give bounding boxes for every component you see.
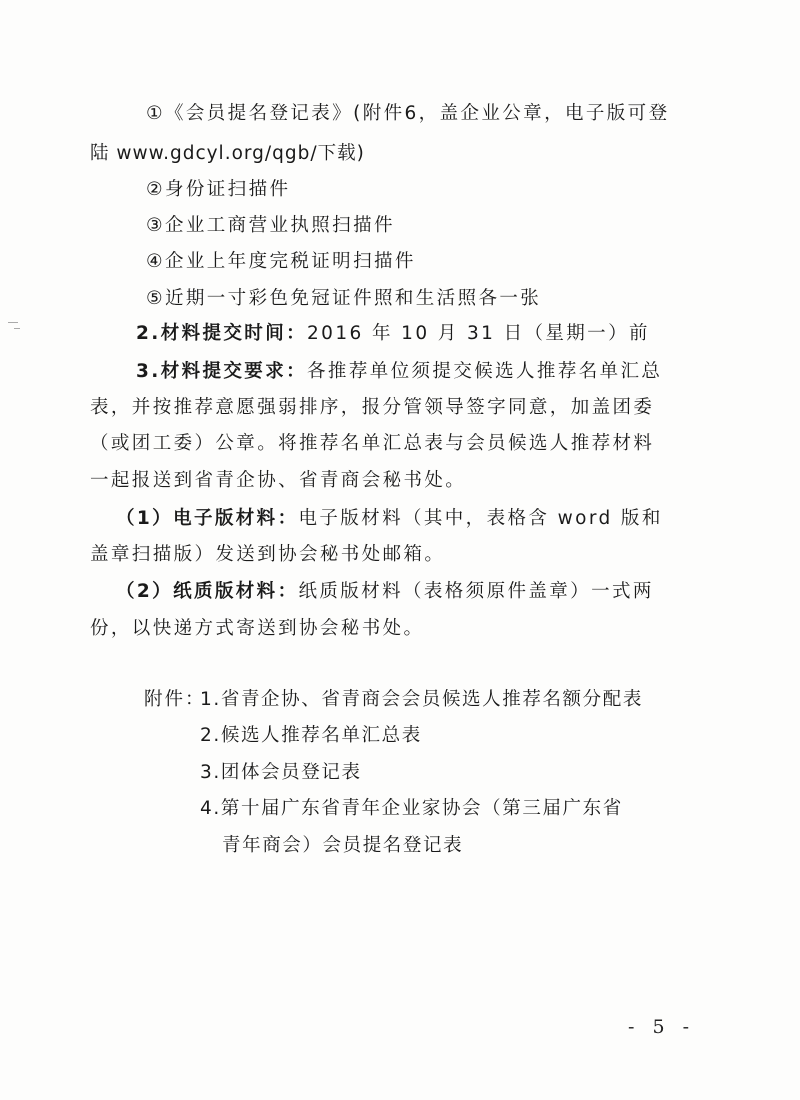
item-1-line-1: ①《会员提名登记表》(附件6，盖企业公章，电子版可登 <box>146 103 670 124</box>
electronic-label: （1）电子版材料： <box>116 508 299 529</box>
section-2-label: 2.材料提交时间： <box>136 323 308 344</box>
section-2-paragraph <box>136 322 650 346</box>
item-4: ④企业上年度完税证明扫描件 <box>146 251 416 272</box>
section-3-label: 3.材料提交要求： <box>136 361 308 382</box>
paper-text: 纸质版材料（表格须原件盖章）一式两 <box>298 581 654 602</box>
attachments-label: 附件： <box>144 689 206 710</box>
item-3: ③企业工商营业执照扫描件 <box>146 215 395 236</box>
item-1-line-2: 陆 www.gdcyl.org/qgb/下载) <box>90 143 365 164</box>
electronic-line-2: 盖章扫描版）发送到协会秘书处邮箱。 <box>90 544 446 565</box>
attachment-1: 1.省青企协、省青商会会员候选人推荐名额分配表 <box>200 689 643 710</box>
paper-line-2: 份，以快递方式寄送到协会秘书处。 <box>90 618 425 639</box>
section-2-text: 2016 年 10 月 31 日（星期一）前 <box>307 323 650 344</box>
scan-mark <box>8 322 18 323</box>
section-3-line-2: 表，并按推荐意愿强弱排序，报分管领导签字同意，加盖团委 <box>90 397 655 418</box>
item-5: ⑤近期一寸彩色免冠证件照和生活照各一张 <box>146 288 542 309</box>
electronic-text: 电子版材料（其中，表格含 word 版和 <box>298 508 663 529</box>
attachment-4-line-1: 4.第十届广东省青年企业家协会（第三届广东省 <box>200 798 623 819</box>
paper-line-1 <box>116 580 654 604</box>
section-3-text: 各推荐单位须提交候选人推荐名单汇总 <box>307 361 663 382</box>
attachment-2: 2.候选人推荐名单汇总表 <box>200 725 422 746</box>
page-number: - 5 - <box>628 1016 696 1038</box>
section-3-line-3: （或团工委）公章。将推荐名单汇总表与会员候选人推荐材料 <box>90 433 655 454</box>
electronic-line-1 <box>116 507 663 531</box>
section-3-line-1 <box>136 360 662 384</box>
paper-label: （2）纸质版材料： <box>116 581 299 602</box>
attachment-4-line-2: 青年商会）会员提名登记表 <box>222 835 464 856</box>
attachment-3: 3.团体会员登记表 <box>200 762 362 783</box>
item-2: ②身份证扫描件 <box>146 179 291 200</box>
section-3-line-4: 一起报送到省青企协、省青商会秘书处。 <box>90 470 467 491</box>
scan-mark <box>14 328 20 329</box>
